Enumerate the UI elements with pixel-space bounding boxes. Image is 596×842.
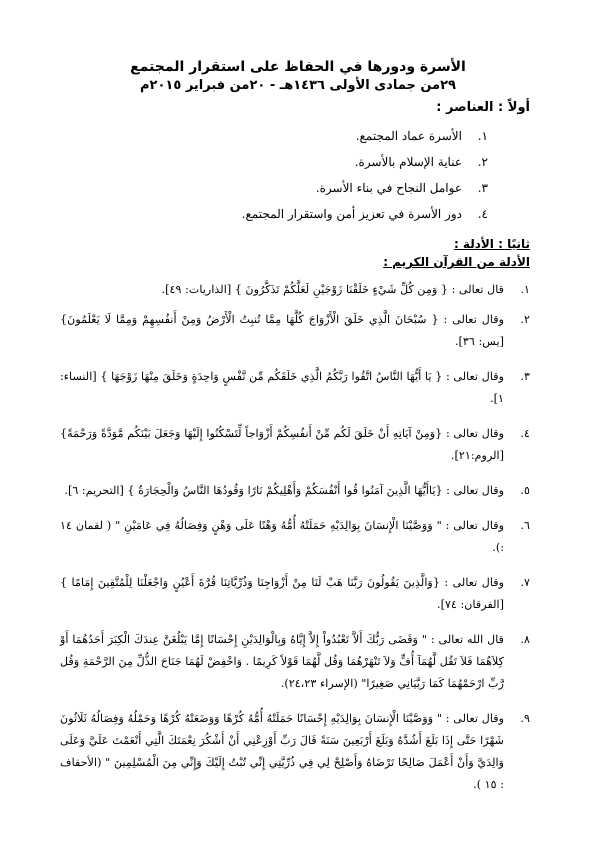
list-item (68, 152, 488, 178)
evidence-text: قال الله تعالى : " وَقَضَى رَبُّكَ أَلاَّ تَعْبُدُواْ إِلاَّ إِيَّاهُ وَبِالْوَالِدَيْنِ إِحْسَانًا إِمَّا يَبْلُغَنَّ عِندَكَ الْكِبَرَ أَحَدُهُمَا أَوْ كِلاَهُمَا فَلاَ تَقُل لَّهُمَآ أُفٍّ وَلاَ تَنْهَرْهُمَا وَقُل لَّهُمَا قَوْلاً كَرِيمًا . وَاخْفِضْ لَهُمَا جَنَاحَ الذُّلِّ مِنَ الرَّحْمَةِ وَقُل رَّبِّ ارْحَمْهُمَا كَمَا رَبَّيَانِي صَغِيرًا" (الإسراء ٢٤،٢٣). (60, 633, 504, 690)
evidence-number: ١. (520, 283, 530, 296)
evidence-text: وقال تعالى : {وَمِنْ آيَاتِهِ أَنْ خَلَقَ لَكُم مِّنْ أَنفُسِكُمْ أَزْوَاجاً لِّتَسْكُنُوا إِلَيْهَا وَجَعَلَ بَيْنَكُم مَّوَدَّةً وَرَحْمَةً} [الروم:٢١]. (60, 427, 504, 462)
elements-list (68, 126, 488, 230)
page-title: الأسرة ودورها في الحفاظ على استقرار المجتمع (130, 59, 466, 75)
evidence-item (60, 423, 530, 467)
list-item (68, 126, 488, 152)
evidence-item (60, 515, 530, 559)
evidence-text: وقال تعالى : {يَاأَيُّهَا الَّذِينَ آمَنُوا قُوا أَنْفُسَكُمْ وَأَهْلِيكُمْ نَارًا وَقُودُهَا النَّاسُ وَالْحِجَارَةُ } [التحريم: ٦]. (64, 484, 504, 497)
evidence-number: ٨. (520, 633, 530, 646)
list-item (68, 204, 488, 230)
evidence-number: ٢. (520, 313, 530, 326)
evidence-number: ٥. (520, 484, 530, 497)
evidence-item (60, 629, 530, 695)
item-text: عناية الإسلام بالأسرة. (354, 155, 462, 169)
item-number: ٢. (477, 155, 488, 169)
evidence-number: ٧. (520, 576, 530, 589)
item-number: ٣. (477, 181, 488, 195)
evidence-item (60, 279, 530, 301)
evidence-item (60, 309, 530, 353)
evidence-item (60, 366, 530, 410)
evidence-text: قال تعالى : { وَمِن كُلِّ شَيْءٍ خَلَقْنَا زَوْجَيْنِ لَعَلَّكُمْ تَذَكَّرُونَ } [الذاريات: ٤٩]. (161, 283, 504, 296)
evidence-item (60, 708, 530, 796)
subheading-quran-evidence: الأدلة من القرآن الكريم : (383, 255, 530, 269)
item-text: دور الأسرة في تعزيز أمن واستقرار المجتمع. (241, 207, 462, 221)
evidence-item (60, 480, 530, 502)
section-heading-elements: أولاً : العناصر : (436, 100, 530, 115)
evidence-text: وقال تعالى : " وَوَصَّيْنَا الْإِنسَانَ بِوَالِدَيْهِ إِحْسَانًا حَمَلَتْهُ أُمُّهُ كُرْهًا وَوَضَعَتْهُ كُرْهًا وَحَمْلُهُ وَفِصَالُهُ ثَلَاثُونَ شَهْرًا حَتَّى إِذَا بَلَغَ أَشُدَّهُ وَبَلَغَ أَرْبَعِينَ سَنَةً قَالَ رَبِّ أَوْزِعْنِي أَنْ أَشْكُرَ نِعْمَتَكَ الَّتِي أَنْعَمْتَ عَلَيَّ وَعَلَى وَالِدَيَّ وَأَنْ أَعْمَلَ صَالِحًا تَرْضَاهُ وَأَصْلِحْ لِي فِي ذُرِّيَّتِي إِنِّي تُبْتُ إِلَيْكَ وَإِنِّي مِنَ الْمُسْلِمِينَ " (الأحقاف : ١٥ ). (60, 712, 504, 791)
evidence-number: ٤. (520, 427, 530, 440)
evidence-list (60, 279, 530, 796)
item-number: ١. (477, 129, 488, 143)
item-text: الأسرة عماد المجتمع. (355, 129, 462, 143)
evidence-text: وقال تعالى : " وَوَصَّيْنَا الْإِنسَانَ بِوَالِدَيْهِ حَمَلَتْهُ أُمُّهُ وَهْنًا عَلَى وَهْنٍ وَفِصَالُهُ فِي عَامَيْنِ " ( لقمان ١٤ :). (60, 519, 504, 554)
evidence-number: ٣. (520, 370, 530, 383)
evidence-number: ٦. (520, 519, 530, 532)
item-number: ٤. (477, 207, 488, 221)
evidence-text: وقال تعالى : {وَالَّذِينَ يَقُولُونَ رَبَّنَا هَبْ لَنَا مِنْ أَزْوَاجِنَا وَذُرِّيَّاتِنَا قُرَّةَ أَعْيُنٍ وَاجْعَلْنَا لِلْمُتَّقِينَ إِمَامًا } [الفرقان: ٧٤]. (60, 576, 504, 611)
item-text: عوامل النجاح في بناء الأسرة. (315, 181, 462, 195)
evidence-text: وقال تعالى : { يَا أَيُّهَا النَّاسُ اتَّقُوا رَبَّكُمُ الَّذِي خَلَقَكُم مِّن نَّفْسٍ وَاحِدَةٍ وَخَلَقَ مِنْهَا زَوْجَهَا } [النساء: ١]. (60, 370, 504, 405)
evidence-text: وقال تعالى : { سُبْحَانَ الَّذِي خَلَقَ الْأَزْوَاجَ كُلَّهَا مِمَّا تُنبِتُ الْأَرْضُ وَمِنْ أَنفُسِهِمْ وَمِمَّا لَا يَعْلَمُونَ} [يس: ٣٦]. (60, 313, 504, 348)
evidence-number: ٩. (520, 712, 530, 725)
page-date: ٢٩من جمادى الأولى ١٤٣٦هـ - ٢٠من فبراير ٢٠١٥م (140, 78, 456, 93)
list-item (68, 178, 488, 204)
evidence-item (60, 572, 530, 616)
section-heading-evidence: ثانيًا : الأدلة : (453, 237, 530, 251)
